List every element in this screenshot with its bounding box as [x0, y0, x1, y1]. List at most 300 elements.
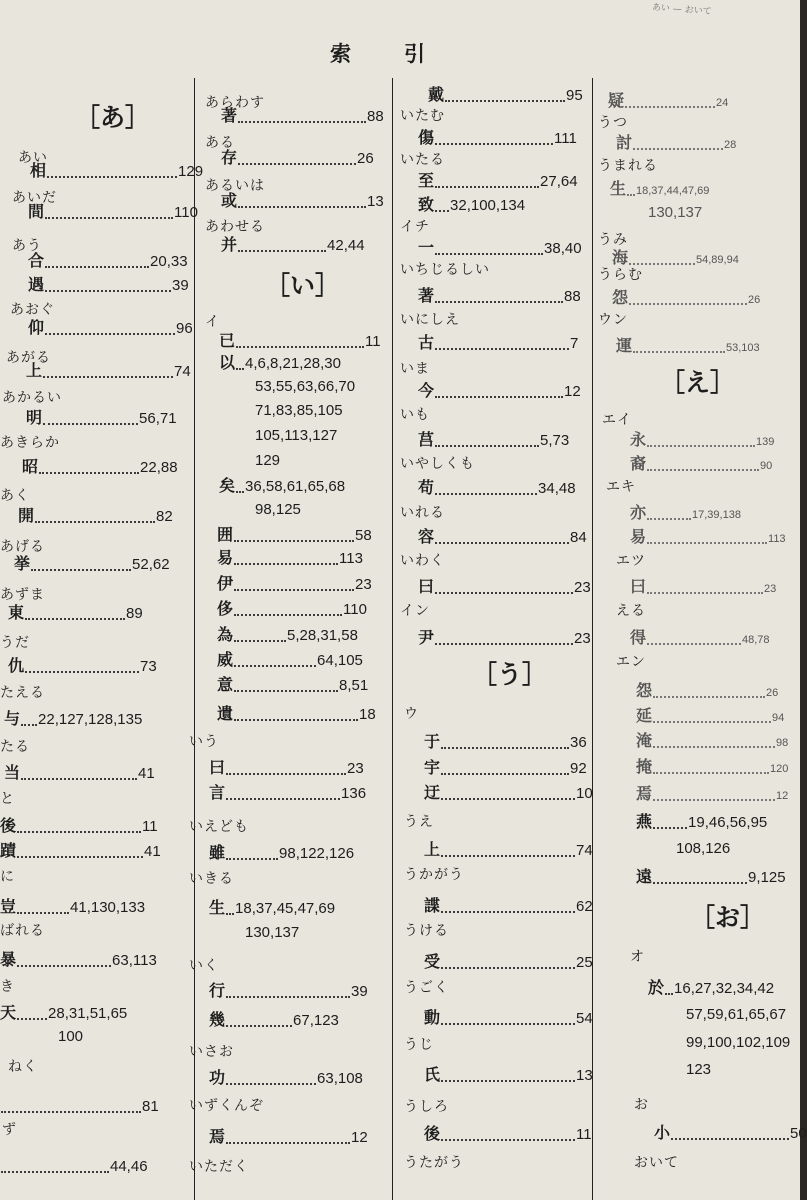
page-numbers: 42,44	[327, 237, 365, 254]
page-numbers: 23	[347, 760, 364, 777]
entry-character: 存	[221, 148, 238, 167]
leader-dots	[653, 763, 769, 774]
leader-dots	[653, 687, 765, 698]
entry-character: 疑	[608, 91, 625, 110]
index-entry	[418, 283, 581, 309]
leader-dots	[226, 764, 346, 775]
page-numbers: 41	[144, 843, 161, 860]
page-numbers: 88	[564, 288, 581, 305]
reading-label: いわく	[400, 553, 445, 569]
index-entry	[209, 755, 364, 781]
page-numbers: 39	[351, 983, 368, 1000]
leader-dots	[441, 846, 575, 857]
entry-character: 永	[630, 430, 647, 449]
page-numbers: 120	[770, 763, 789, 775]
entry-character: 言	[209, 783, 226, 802]
page-numbers: 113	[768, 533, 786, 545]
index-entry	[630, 524, 786, 550]
leader-dots	[625, 97, 715, 108]
page-numbers: 12	[776, 790, 789, 802]
leader-dots	[441, 902, 575, 913]
index-entry	[30, 158, 203, 184]
leader-dots	[435, 484, 537, 495]
leader-dots	[647, 509, 691, 520]
entry-character: 怨	[636, 681, 653, 700]
entry-character: 生	[610, 179, 627, 198]
leader-dots	[435, 436, 539, 447]
reading-label: あいだ	[12, 190, 57, 206]
entry-character: 暴	[0, 950, 17, 969]
reading-label: あかるい	[2, 390, 62, 406]
reading-label: いにしえ	[400, 312, 460, 328]
leader-dots	[226, 987, 350, 998]
index-entry	[636, 781, 788, 807]
page-numbers: 73	[140, 658, 157, 675]
entry-character: 已	[219, 331, 236, 350]
reading-label: あずま	[0, 587, 45, 603]
reading-label: ある	[205, 135, 235, 151]
reading-label: と	[0, 791, 15, 807]
entry-character: 昭	[22, 457, 39, 476]
entry-character: 上	[424, 840, 441, 859]
page-numbers: 96	[176, 320, 193, 337]
page-continuation: 108,126	[676, 840, 731, 857]
index-entry	[217, 701, 376, 727]
entry-character: 後	[0, 816, 17, 835]
reading-label: うまれる	[598, 158, 658, 174]
leader-dots	[25, 662, 139, 673]
index-entry	[636, 809, 767, 835]
index-entry	[636, 703, 784, 729]
index-entry	[26, 358, 191, 384]
entry-character: 小	[654, 1123, 671, 1142]
leader-dots	[435, 134, 553, 145]
page-continuation: 53,55,63,66,70	[255, 378, 356, 395]
reading-label: うしろ	[404, 1099, 449, 1115]
leader-dots	[236, 337, 364, 348]
reading-label: いま	[400, 361, 430, 377]
entry-character: 功	[209, 1068, 226, 1087]
page-numbers: 23	[574, 579, 591, 596]
page-numbers: 28	[724, 139, 737, 151]
page-numbers: 11	[576, 1126, 592, 1143]
leader-dots	[653, 873, 747, 884]
page-numbers: 94	[772, 712, 785, 724]
reading-label: ウン	[598, 312, 628, 328]
leader-dots	[43, 367, 173, 378]
reading-label: いたる	[400, 152, 445, 168]
page-numbers: 11	[365, 333, 381, 350]
page-numbers: 23	[574, 630, 591, 647]
index-entry	[428, 82, 583, 108]
entry-character: 傷	[418, 128, 435, 147]
reading-label: うみ	[598, 232, 628, 248]
page-numbers: 26	[748, 294, 761, 306]
index-entry	[418, 168, 578, 194]
reading-label: いも	[400, 407, 430, 423]
page-numbers: 63,113	[112, 952, 157, 969]
entry-character: 遇	[28, 275, 45, 294]
page-numbers: 56,71	[139, 410, 177, 427]
entry-character: 為	[217, 625, 234, 644]
page-numbers: 39	[172, 277, 189, 294]
reading-label: エイ	[602, 412, 632, 428]
entry-character: 莒	[418, 430, 435, 449]
reading-label: いやしくも	[400, 456, 475, 472]
index-entry	[209, 978, 368, 1004]
entry-character: 裔	[630, 454, 647, 473]
index-entry	[424, 949, 593, 975]
entry-character: 得	[630, 628, 647, 647]
index-entry	[630, 500, 741, 526]
page-numbers: 18,37,44,47,69	[636, 185, 710, 197]
index-entry	[209, 1007, 339, 1033]
page-numbers: 19,46,56,95	[688, 814, 768, 831]
page-numbers: 34,48	[538, 480, 576, 497]
index-entry	[209, 840, 354, 866]
leader-dots	[17, 903, 69, 914]
reading-label: うえ	[404, 814, 434, 830]
reading-label: いただく	[189, 1159, 249, 1175]
page-numbers: 89	[126, 605, 143, 622]
leader-dots	[17, 847, 143, 858]
leader-dots	[653, 712, 771, 723]
leader-dots	[226, 904, 234, 915]
page-numbers: 26	[357, 150, 374, 167]
title-char-1: 索	[330, 41, 352, 66]
leader-dots	[653, 790, 775, 801]
page-numbers: 41,130,133	[70, 899, 146, 916]
index-entry	[221, 232, 365, 258]
reading-label: うじ	[404, 1037, 434, 1053]
index-entry	[424, 1005, 593, 1031]
page-numbers: 53,103	[726, 342, 760, 354]
leader-dots	[234, 580, 354, 591]
reading-label: たえる	[0, 685, 45, 701]
page-numbers: 111	[554, 130, 577, 147]
entry-character: 苟	[418, 478, 435, 497]
reading-label: いえども	[189, 819, 249, 835]
leader-dots	[234, 681, 338, 692]
index-entry	[0, 1153, 148, 1179]
entry-character: 古	[418, 333, 435, 352]
reading-label: うける	[404, 923, 449, 939]
entry-character: 曰	[630, 577, 647, 596]
page-continuation: 105,113,127	[255, 427, 338, 444]
leader-dots	[236, 359, 244, 370]
page-numbers: 95	[566, 87, 583, 104]
index-entry	[636, 728, 788, 754]
leader-dots	[238, 197, 366, 208]
entry-character: 天	[0, 1003, 17, 1022]
page-continuation: 57,59,61,65,67	[686, 1006, 787, 1023]
index-entry	[26, 405, 177, 431]
leader-dots	[441, 1130, 575, 1141]
index-entry	[424, 1121, 592, 1147]
page-title	[330, 38, 478, 68]
page-numbers: 62	[576, 898, 593, 915]
entry-character: 与	[4, 709, 21, 728]
page-numbers: 36	[570, 734, 587, 751]
entry-character: 于	[424, 732, 441, 751]
reading-label: おいて	[634, 1155, 679, 1171]
leader-dots	[441, 789, 575, 800]
page-continuation: 123	[686, 1061, 712, 1078]
leader-dots	[647, 533, 767, 544]
index-entry	[418, 574, 591, 600]
page-numbers: 12	[564, 383, 581, 400]
entry-character: 伊	[217, 574, 234, 593]
entry-character: 遠	[636, 867, 653, 886]
entry-character: 開	[18, 506, 35, 525]
index-entry	[424, 893, 593, 919]
entry-character: 囲	[217, 525, 234, 544]
leader-dots	[647, 436, 755, 447]
page-numbers: 50	[790, 1125, 807, 1142]
index-entry	[418, 427, 569, 453]
reading-label: あきらか	[0, 435, 60, 451]
leader-dots	[39, 463, 139, 474]
column-rule	[592, 78, 593, 1200]
page-numbers: 98	[776, 737, 789, 749]
index-entry	[28, 248, 188, 274]
index-entry	[636, 754, 788, 780]
page-numbers: 23	[355, 576, 372, 593]
entry-character: 豈	[0, 897, 17, 916]
entry-character: 於	[648, 978, 665, 997]
reading-label: うだ	[0, 635, 30, 651]
page-numbers: 13	[367, 193, 384, 210]
reading-label: ねく	[8, 1059, 38, 1075]
leader-dots	[234, 531, 354, 542]
index-entry	[648, 975, 774, 1001]
index-entry	[418, 524, 587, 550]
entry-character: 行	[209, 981, 226, 1000]
reading-label: いきる	[189, 871, 234, 887]
index-entry	[0, 1093, 159, 1119]
page-continuation: 98,125	[255, 501, 301, 518]
index-entry	[418, 192, 525, 218]
index-entry	[28, 315, 193, 341]
leader-dots	[45, 208, 173, 219]
entry-character: 怨	[612, 288, 629, 307]
reading-label: いう	[189, 734, 219, 750]
leader-dots	[665, 984, 673, 995]
entry-character: 海	[612, 248, 629, 267]
leader-dots	[435, 634, 573, 645]
entry-character: 宇	[424, 758, 441, 777]
leader-dots	[234, 631, 286, 642]
page-numbers: 98,122,126	[279, 845, 355, 862]
section-heading: ［お］	[690, 903, 766, 932]
page-numbers: 36,58,61,65,68	[245, 478, 346, 495]
reading-label: お	[634, 1097, 649, 1113]
index-entry	[654, 1120, 807, 1146]
entry-character: 或	[221, 191, 238, 210]
reading-label: いさお	[189, 1044, 234, 1060]
reading-label: イチ	[400, 219, 430, 235]
page-continuation: 100	[58, 1028, 84, 1045]
reading-label: あう	[12, 238, 42, 254]
entry-character: 今	[418, 381, 435, 400]
entry-character: 東	[8, 603, 25, 622]
reading-label: あるいは	[205, 178, 265, 194]
leader-dots	[627, 185, 635, 196]
leader-dots	[226, 1133, 350, 1144]
entry-character: 挙	[14, 554, 31, 573]
entry-character: 亦	[630, 503, 647, 522]
column-rule	[194, 78, 195, 1200]
leader-dots	[234, 656, 316, 667]
index-entry	[217, 596, 367, 622]
leader-dots	[45, 281, 171, 292]
leader-dots	[647, 634, 741, 645]
index-entry	[424, 780, 593, 806]
entry-character: 蹟	[0, 841, 17, 860]
reading-label: える	[616, 603, 646, 619]
leader-dots	[647, 583, 763, 594]
entry-character: 易	[630, 527, 647, 546]
entry-character: 意	[217, 675, 234, 694]
page-numbers: 8,51	[339, 677, 369, 694]
index-entry	[217, 622, 358, 648]
entry-character: 受	[424, 952, 441, 971]
entry-character: 掩	[636, 757, 653, 776]
column-rule	[392, 78, 393, 1200]
index-entry	[630, 451, 772, 477]
entry-character: 仇	[8, 656, 25, 675]
page-numbers: 67,123	[293, 1012, 339, 1029]
page-numbers: 26	[766, 687, 779, 699]
page-numbers: 44,46	[110, 1158, 148, 1175]
index-entry	[221, 145, 374, 171]
reading-label: あい	[18, 150, 48, 166]
leader-dots	[47, 167, 177, 178]
index-entry	[418, 330, 578, 356]
section-heading: ［う］	[472, 660, 548, 689]
reading-label: いれる	[400, 505, 445, 521]
leader-dots	[435, 244, 543, 255]
entry-character: 氏	[424, 1065, 441, 1084]
page-numbers: 24	[716, 97, 729, 109]
reading-label: あく	[0, 488, 30, 504]
leader-dots	[441, 1014, 575, 1025]
entry-character: 戴	[428, 85, 445, 104]
page-continuation: 129	[255, 452, 281, 469]
page-numbers: 81	[142, 1098, 159, 1115]
entry-character: 以	[219, 353, 236, 372]
page-numbers: 88	[367, 108, 384, 125]
index-entry	[209, 1065, 363, 1091]
index-entry	[219, 473, 345, 499]
page-numbers: 13	[576, 1067, 593, 1084]
reading-label: うたがう	[404, 1155, 464, 1171]
leader-dots	[45, 257, 149, 268]
page-numbers: 28,31,51,65	[48, 1005, 128, 1022]
entry-character: 相	[30, 161, 47, 180]
reading-label: いたむ	[400, 108, 445, 124]
page-numbers: 110	[343, 601, 367, 618]
index-entry	[4, 760, 155, 786]
leader-dots	[653, 818, 687, 829]
leader-dots	[226, 849, 278, 860]
leader-dots	[671, 1129, 789, 1140]
leader-dots	[435, 292, 563, 303]
reading-label: あわせる	[205, 219, 265, 235]
index-entry	[8, 653, 157, 679]
page-numbers: 54	[576, 1010, 593, 1027]
index-entry	[0, 1000, 127, 1026]
index-entry	[424, 837, 593, 863]
entry-character: 討	[616, 133, 633, 152]
entry-character: 曰	[418, 577, 435, 596]
index-entry	[630, 625, 770, 651]
leader-dots	[43, 414, 138, 425]
leader-dots	[441, 958, 575, 969]
reading-label: き	[0, 979, 15, 995]
index-entry	[636, 864, 786, 890]
entry-character: 并	[221, 235, 238, 254]
leader-dots	[45, 324, 175, 335]
leader-dots	[238, 241, 326, 252]
page-numbers: 82	[156, 508, 173, 525]
leader-dots	[226, 789, 340, 800]
leader-dots	[653, 737, 775, 748]
entry-character: 淹	[636, 731, 653, 750]
leader-dots	[238, 112, 366, 123]
index-entry	[28, 272, 189, 298]
index-entry	[4, 706, 142, 732]
entry-character: 動	[424, 1008, 441, 1027]
page-numbers: 52,62	[132, 556, 170, 573]
index-entry	[636, 678, 778, 704]
page-continuation: 130,137	[245, 924, 300, 941]
page-numbers: 11	[142, 818, 158, 835]
section-heading: ［え］	[660, 368, 736, 397]
leader-dots	[441, 764, 569, 775]
reading-label: いく	[189, 958, 219, 974]
leader-dots	[435, 339, 569, 350]
page-numbers: 139	[756, 436, 775, 448]
entry-character: 明	[26, 408, 43, 427]
index-entry	[217, 647, 363, 673]
entry-character: 焉	[636, 784, 653, 803]
index-entry	[28, 199, 198, 225]
entry-character: 一	[418, 238, 435, 257]
entry-character: 焉	[209, 1127, 226, 1146]
page-numbers: 17,39,138	[692, 509, 741, 521]
entry-character: 雖	[209, 843, 226, 862]
page-numbers: 41	[138, 765, 155, 782]
page-numbers: 58	[355, 527, 372, 544]
entry-character: 迂	[424, 783, 441, 802]
entry-character: 上	[26, 361, 43, 380]
page-continuation: 71,83,85,105	[255, 402, 343, 419]
entry-character: 合	[28, 251, 45, 270]
page-numbers: 16,27,32,34,42	[674, 980, 775, 997]
reading-label: あおぐ	[10, 302, 55, 318]
page-numbers: 129	[178, 163, 204, 180]
page-numbers: 12	[351, 1129, 368, 1146]
page-numbers: 54,89,94	[696, 254, 739, 266]
reading-label: うらむ	[598, 267, 643, 283]
entry-character: 曰	[209, 758, 226, 777]
entry-character: 燕	[636, 812, 653, 831]
reading-label: うかがう	[404, 867, 464, 883]
leader-dots	[236, 482, 244, 493]
page-numbers: 74	[174, 363, 191, 380]
reading-label: オ	[630, 949, 645, 965]
